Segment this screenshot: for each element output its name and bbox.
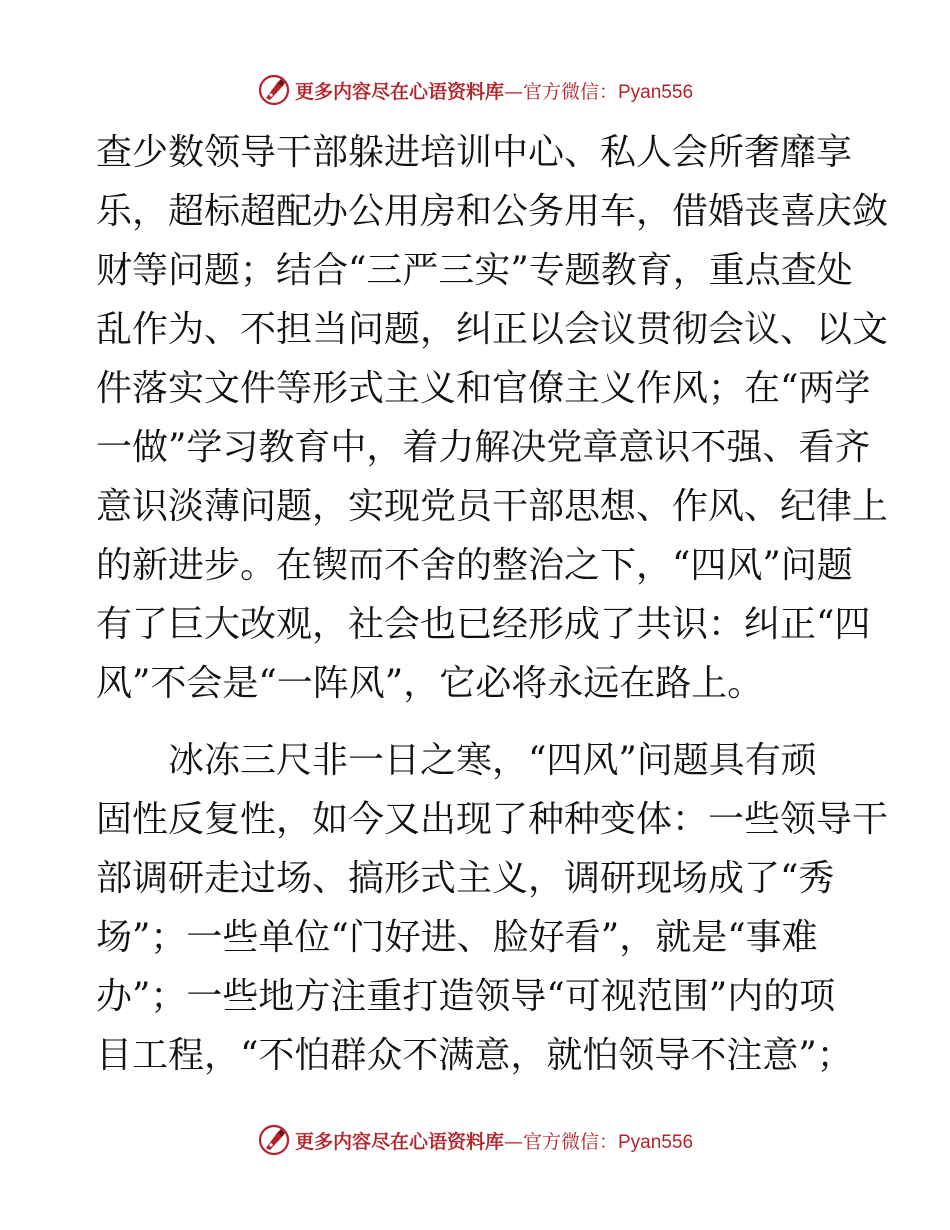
text-line: 风”不会是“一阵风”，它必将永远在路上。 [96,663,764,704]
banner-dash: — [503,1130,523,1153]
text-line: 乱作为、不担当问题，纠正以会议贯彻会议、以文 [96,309,889,350]
banner-wechat-id: Pyan556 [618,81,694,103]
banner-site-name: 更多内容尽在心语资料库 [294,80,504,103]
text-line: 乐，超标超配办公用房和公务用车，借婚丧喜庆敛 [96,191,889,232]
paragraph [96,123,889,713]
text-line: 的新进步。在锲而不舍的整治之下，“四风”问题 [96,545,853,586]
banner-text [295,1127,693,1154]
text-line: 部调研走过场、搞形式主义，调研现场成了“秀 [96,858,835,899]
header-banner [0,70,950,110]
banner-dash: — [503,80,523,103]
paragraph [96,731,889,1085]
text-line: 固性反复性，如今又出现了种种变体：一些领导干 [96,799,889,840]
text-line: 冰冻三尺非一日之寒，“四风”问题具有顽 [96,740,817,781]
text-line: 查少数领导干部躲进培训中心、私人会所奢靡享 [96,132,853,173]
text-line: 办”；一些地方注重打造领导“可视范围”内的项 [96,976,836,1017]
text-line: 场”；一些单位“门好进、脸好看”，就是“事难 [96,917,818,958]
banner-text [295,77,693,104]
fountain-pen-logo-icon [257,1123,291,1157]
footer-banner [0,1120,950,1160]
text-line: 意识淡薄问题，实现党员干部思想、作风、纪律上 [96,486,889,527]
banner-wechat-id: Pyan556 [618,1131,694,1153]
fountain-pen-logo-icon [257,73,291,107]
banner-site-name: 更多内容尽在心语资料库 [294,1130,504,1153]
text-line: 目工程，“不怕群众不满意，就怕领导不注意”； [96,1035,853,1076]
text-line: 件落实文件等形式主义和官僚主义作风；在“两学 [96,368,871,409]
banner-wechat-label: 官方微信： [522,80,618,103]
text-line: 一做”学习教育中，着力解决党章意识不强、看齐 [96,427,871,468]
paragraph-gap [96,713,856,731]
banner-wechat-label: 官方微信： [522,1130,618,1153]
document-body [96,123,889,1085]
text-line: 有了巨大改观，社会也已经形成了共识：纠正“四 [96,604,871,645]
text-line: 财等问题；结合“三严三实”专题教育，重点查处 [96,250,853,291]
